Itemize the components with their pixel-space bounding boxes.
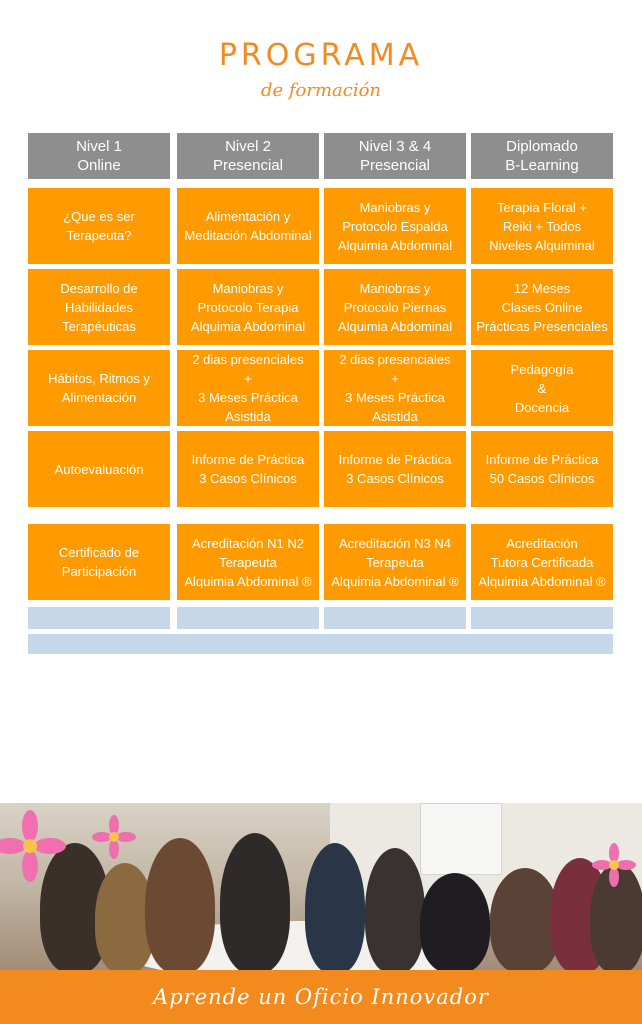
whiteboard bbox=[420, 803, 502, 875]
table-cell: Maniobras y Protocolo Terapia Alquimia Abdominal bbox=[177, 269, 319, 345]
empty-row-cell bbox=[28, 607, 170, 629]
column-header-nivel-3-4: Nivel 3 & 4 Presencial bbox=[324, 133, 466, 179]
table-cell: Maniobras y Protocolo Piernas Alquimia Abdominal bbox=[324, 269, 466, 345]
table-cell: Pedagogía & Docencia bbox=[471, 350, 613, 426]
table-cell: Informe de Práctica 50 Casos Clínicos bbox=[471, 431, 613, 507]
table-cell: Terapia Floral + Reiki + Todos Niveles Alquiminal bbox=[471, 188, 613, 264]
table-cell: Desarrollo de Habilidades Terapéuticas bbox=[28, 269, 170, 345]
group-photo-icon bbox=[0, 803, 642, 970]
flower-decoration-icon bbox=[0, 808, 70, 888]
table-cell: ¿Que es ser Terapeuta? bbox=[28, 188, 170, 264]
flower-decoration-icon bbox=[592, 843, 636, 887]
table-cell: Hábitos, Ritmos y Alimentación bbox=[28, 350, 170, 426]
table-cell: Acreditación N3 N4 Terapeuta Alquimia Abdominal ® bbox=[324, 524, 466, 600]
column-header-diplomado: Diplomado B-Learning bbox=[471, 133, 613, 179]
column-header-nivel-2: Nivel 2 Presencial bbox=[177, 133, 319, 179]
page-title: PROGRAMA bbox=[218, 38, 424, 73]
empty-row-cell bbox=[177, 607, 319, 629]
footer-tagline: Aprende un Oficio Innovador bbox=[153, 985, 489, 1009]
table-cell: 12 Meses Clases Online Prácticas Presenciales bbox=[471, 269, 613, 345]
person-silhouette bbox=[220, 833, 290, 970]
table-cell: Maniobras y Protocolo Espalda Alquimia Abdominal bbox=[324, 188, 466, 264]
person-silhouette bbox=[420, 873, 490, 970]
table-cell: Acreditación N1 N2 Terapeuta Alquimia Abdominal ® bbox=[177, 524, 319, 600]
footer-banner bbox=[0, 970, 642, 1024]
table-cell: Informe de Práctica 3 Casos Clínicos bbox=[324, 431, 466, 507]
empty-row-full bbox=[28, 634, 613, 654]
empty-row-cell bbox=[471, 607, 613, 629]
page-subtitle: de formación bbox=[260, 80, 382, 101]
table-cell: 2 dias presenciales + 3 Meses Práctica Asistida bbox=[324, 350, 466, 426]
flower-decoration-icon bbox=[92, 815, 136, 859]
table-cell: Alimentación y Meditación Abdominal bbox=[177, 188, 319, 264]
table-cell: Informe de Práctica 3 Casos Clínicos bbox=[177, 431, 319, 507]
person-silhouette bbox=[305, 843, 365, 970]
table-cell: Certificado de Participación bbox=[28, 524, 170, 600]
person-silhouette bbox=[365, 848, 425, 970]
table-cell: Autoevaluación bbox=[28, 431, 170, 507]
table-cell: 2 dias presenciales + 3 Meses Práctica Asistida bbox=[177, 350, 319, 426]
table-cell: Acreditación Tutora Certificada Alquimia Abdominal ® bbox=[471, 524, 613, 600]
empty-row-cell bbox=[324, 607, 466, 629]
column-header-nivel-1: Nivel 1 Online bbox=[28, 133, 170, 179]
person-silhouette bbox=[145, 838, 215, 970]
